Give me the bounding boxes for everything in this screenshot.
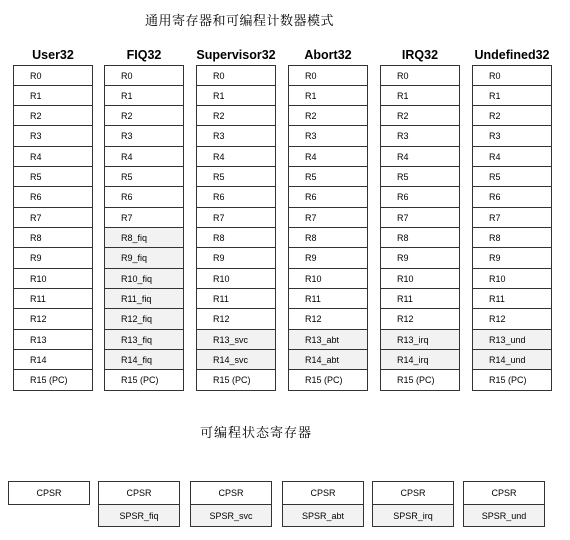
- register-row: R1: [289, 86, 367, 106]
- register-row: R15 (PC): [489, 375, 527, 385]
- register-row: R1: [105, 86, 183, 106]
- register-row: R14: [14, 350, 92, 370]
- register-row: R14_und: [473, 350, 551, 370]
- register-row: R15 (PC): [305, 375, 343, 385]
- register-row: R1: [381, 86, 459, 106]
- register-row: R0: [197, 66, 275, 86]
- register-row: R8: [381, 228, 459, 248]
- register-row: R8_fiq: [105, 228, 183, 248]
- psr-box-fiq32: [98, 481, 180, 527]
- mode-header-irq32: IRQ32: [401, 48, 439, 62]
- register-row: R10_fiq: [105, 269, 183, 289]
- register-row: R11: [197, 289, 275, 309]
- register-row: R15 (PC): [213, 375, 251, 385]
- register-row: R4: [197, 147, 275, 167]
- register-row: R2: [197, 106, 275, 126]
- register-row: R7: [381, 208, 459, 228]
- register-table-fiq32: [104, 65, 184, 391]
- register-row: R10: [197, 269, 275, 289]
- register-row: R6: [473, 187, 551, 208]
- register-row: R2: [14, 106, 92, 126]
- register-row: R12: [197, 309, 275, 330]
- register-row: R9: [381, 248, 459, 269]
- register-row: R7: [105, 208, 183, 228]
- register-row: R8: [289, 228, 367, 248]
- register-row: R2: [105, 106, 183, 126]
- register-row: R5: [289, 167, 367, 187]
- register-table-undefined32: [472, 65, 552, 391]
- register-row: R7: [473, 208, 551, 228]
- mode-header-undefined32: Undefined32: [474, 48, 550, 62]
- register-row: R12_fiq: [105, 309, 183, 330]
- cpsr-cell: CPSR: [310, 488, 336, 498]
- mode-header-supervisor32: Supervisor32: [196, 48, 276, 62]
- spsr-cell: SPSR_irq: [373, 504, 453, 526]
- register-row: R6: [289, 187, 367, 208]
- register-row: R10: [14, 269, 92, 289]
- register-table-irq32: [380, 65, 460, 391]
- register-row: R4: [105, 147, 183, 167]
- spsr-cell: SPSR_und: [464, 504, 544, 526]
- register-table-supervisor32: [196, 65, 276, 391]
- register-row: R2: [473, 106, 551, 126]
- register-row: R12: [14, 309, 92, 330]
- register-row: R9: [473, 248, 551, 269]
- register-row: R4: [289, 147, 367, 167]
- register-table-abort32: [288, 65, 368, 391]
- register-row: R2: [289, 106, 367, 126]
- register-row: R11_fiq: [105, 289, 183, 309]
- register-row: R15 (PC): [30, 375, 68, 385]
- register-row: R7: [14, 208, 92, 228]
- psr-box-abort32: [282, 481, 364, 527]
- register-row: R6: [14, 187, 92, 208]
- register-row: R6: [105, 187, 183, 208]
- register-row: R0: [14, 66, 92, 86]
- register-row: R13_und: [473, 330, 551, 350]
- register-row: R10: [289, 269, 367, 289]
- register-row: R1: [14, 86, 92, 106]
- register-row: R14_svc: [197, 350, 275, 370]
- register-row: R13_irq: [381, 330, 459, 350]
- register-row: R9: [197, 248, 275, 269]
- spsr-cell: SPSR_fiq: [99, 504, 179, 526]
- register-row: R8: [473, 228, 551, 248]
- register-row: R14_fiq: [105, 350, 183, 370]
- register-row: R6: [381, 187, 459, 208]
- register-row: R10: [381, 269, 459, 289]
- register-row: R11: [473, 289, 551, 309]
- register-row: R3: [197, 126, 275, 147]
- cpsr-cell: CPSR: [218, 488, 244, 498]
- register-row: R9_fiq: [105, 248, 183, 269]
- register-row: R5: [14, 167, 92, 187]
- register-row: R1: [197, 86, 275, 106]
- register-row: R0: [473, 66, 551, 86]
- register-row: R5: [381, 167, 459, 187]
- register-row: R4: [473, 147, 551, 167]
- register-row: R3: [473, 126, 551, 147]
- register-row: R13_fiq: [105, 330, 183, 350]
- register-row: R0: [105, 66, 183, 86]
- register-row: R3: [289, 126, 367, 147]
- psr-box-undefined32: [463, 481, 545, 527]
- register-row: R2: [381, 106, 459, 126]
- register-row: R13: [14, 330, 92, 350]
- register-row: R12: [381, 309, 459, 330]
- psr-box-supervisor32: [190, 481, 272, 527]
- register-row: R8: [197, 228, 275, 248]
- register-row: R13_svc: [197, 330, 275, 350]
- register-row: R3: [14, 126, 92, 147]
- mode-header-user32: User32: [32, 48, 74, 62]
- register-row: R7: [289, 208, 367, 228]
- psr-box-irq32: [372, 481, 454, 527]
- register-row: R9: [14, 248, 92, 269]
- register-row: R12: [289, 309, 367, 330]
- register-row: R0: [381, 66, 459, 86]
- cpsr-cell: CPSR: [400, 488, 426, 498]
- register-row: R4: [14, 147, 92, 167]
- register-row: R8: [14, 228, 92, 248]
- register-row: R15 (PC): [121, 375, 159, 385]
- register-row: R15 (PC): [397, 375, 435, 385]
- register-row: R4: [381, 147, 459, 167]
- cpsr-cell: CPSR: [36, 488, 62, 498]
- register-row: R13_abt: [289, 330, 367, 350]
- register-row: R5: [197, 167, 275, 187]
- register-row: R6: [197, 187, 275, 208]
- register-row: R14_abt: [289, 350, 367, 370]
- register-row: R11: [289, 289, 367, 309]
- register-row: R11: [381, 289, 459, 309]
- spsr-cell: SPSR_svc: [191, 504, 271, 526]
- cpsr-cell: CPSR: [126, 488, 152, 498]
- register-row: R5: [105, 167, 183, 187]
- register-row: R1: [473, 86, 551, 106]
- cpsr-cell: CPSR: [491, 488, 517, 498]
- register-row: R14_irq: [381, 350, 459, 370]
- register-row: R3: [105, 126, 183, 147]
- psr-box-user32: [8, 481, 90, 505]
- register-row: R10: [473, 269, 551, 289]
- register-row: R11: [14, 289, 92, 309]
- register-row: R12: [473, 309, 551, 330]
- register-row: R7: [197, 208, 275, 228]
- status-registers-title: 可编程状态寄存器: [200, 426, 313, 441]
- register-row: R3: [381, 126, 459, 147]
- mode-header-abort32: Abort32: [304, 48, 352, 62]
- spsr-cell: SPSR_abt: [283, 504, 363, 526]
- register-row: R5: [473, 167, 551, 187]
- register-row: R9: [289, 248, 367, 269]
- mode-header-fiq32: FIQ32: [126, 48, 162, 62]
- register-row: R0: [289, 66, 367, 86]
- general-registers-title: 通用寄存器和可编程计数器模式: [145, 14, 335, 29]
- register-table-user32: [13, 65, 93, 391]
